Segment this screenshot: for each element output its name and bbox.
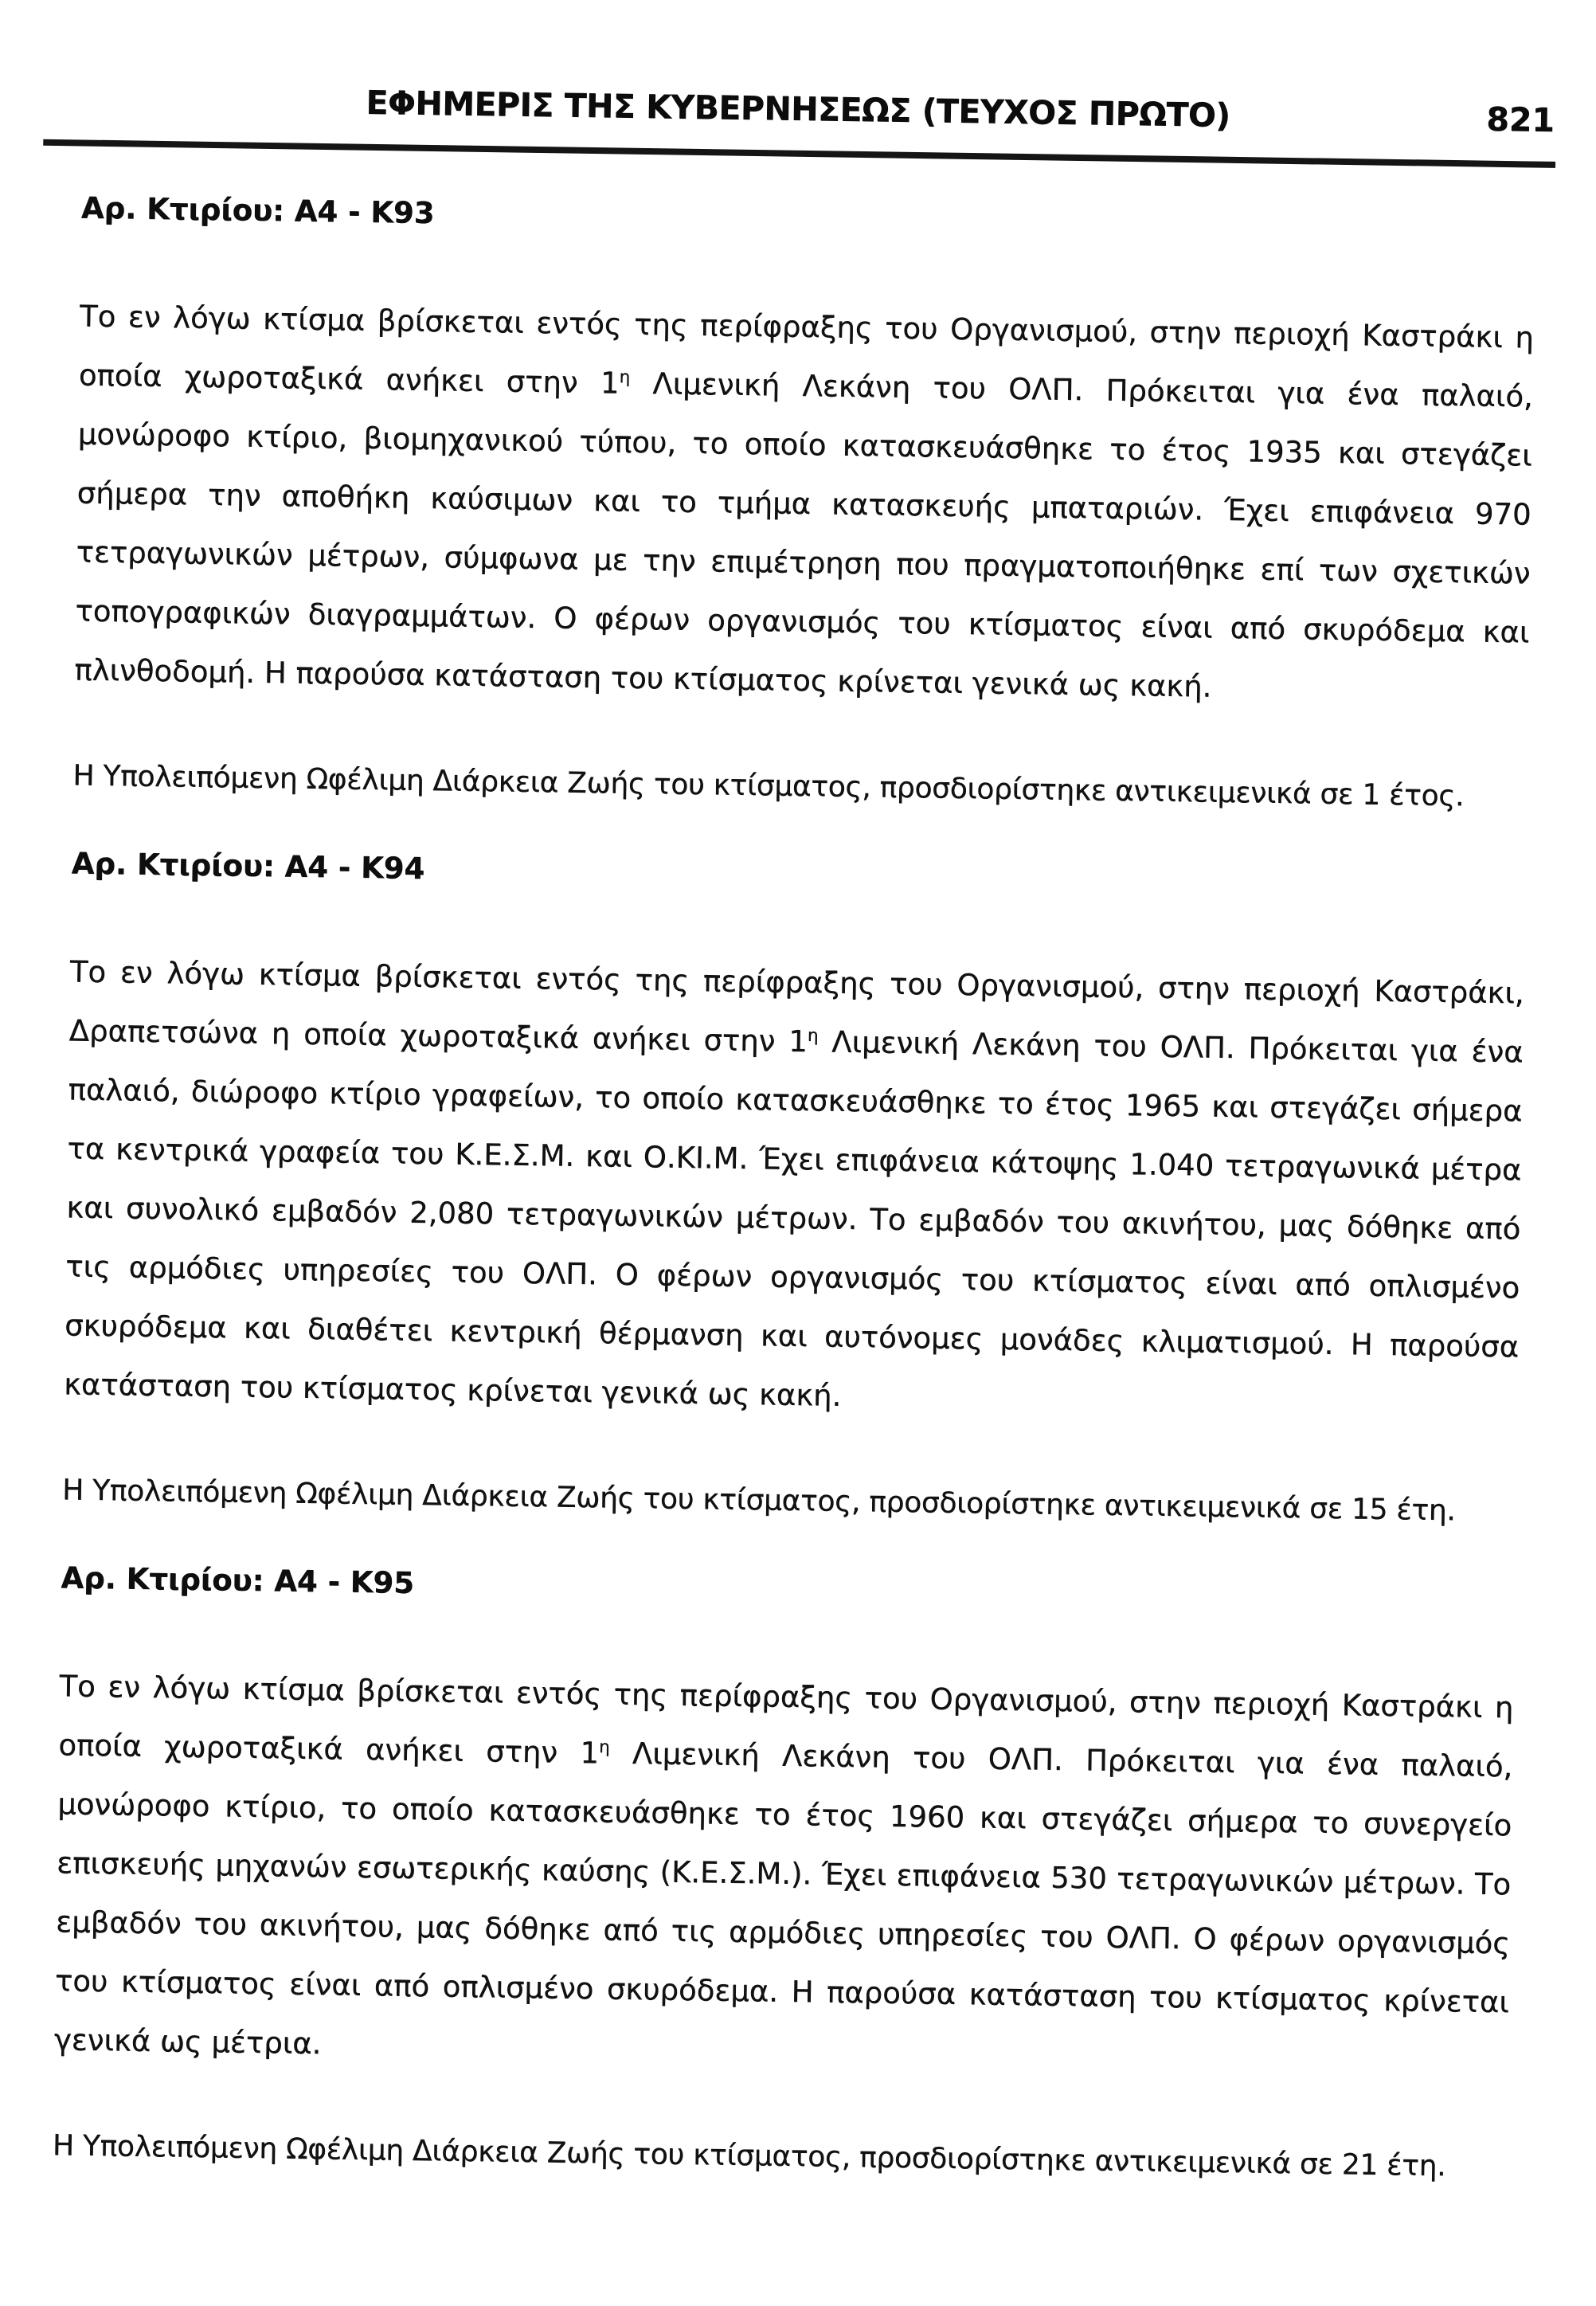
page-header <box>0 0 1596 148</box>
useful-life-note: Η Υπολειπόμενη Ωφέλιμη Διάρκεια Ζωής του κτίσματος, προσδιορίστηκε αντικειμενικά σε 21 έτη. <box>52 2129 1446 2183</box>
building-section-k95 <box>53 1560 1516 2187</box>
building-section-k93 <box>72 190 1535 816</box>
useful-life-note: Η Υπολειπόμενη Ωφέλιμη Διάρκεια Ζωής του κτίσματος, προσδιορίστηκε αντικειμενικά σε 15 έτη. <box>61 1474 1456 1528</box>
building-description: Το εν λόγω κτίσμα βρίσκεται εντός της περίφραξης του Οργανισμού, στην περιοχή Καστράκι, Δραπετσώνα η οποία χωροταξικά ανήκει στην $1^\eta$ Λιμενική Λεκάνη του ΟΛΠ. Πρόκειται για ένα παλαιό, διώροφο κτίριο γραφείων, το οποίο κατασκευάσθηκε το έτος 1965 και στεγάζει σήμερα τα κεντρικά γραφεία του Κ.Ε.Σ.Μ. και Ο.ΚΙ.Μ. Έχει επιφάνεια κάτοψης 1.040 τετραγωνικά μέτρα και συνολικό εμβαδόν 2,080 τετραγωνικών μέτρων. Το εμβαδόν του ακινήτου, μας δόθηκε από τις αρμόδιες υπηρεσίες του ΟΛΠ. Ο φέρων οργανισμός του κτίσματος είναι από οπλισμένο σκυρόδεμα και διαθέτει κεντρική θέρμανση και αυτόνομες μονάδες κλιματισμού. Η παρούσα κατάσταση του κτίσματος κρίνεται γενικά ως κακή. <box>63 954 1524 1413</box>
useful-life-note: Η Υπολειπόμενη Ωφέλιμη Διάρκεια Ζωής του κτίσματος, προσδιορίστηκε αντικειμενικά σε 1 έτος. <box>72 759 1465 813</box>
building-id-heading: Αρ. Κτιρίου: Α4 - Κ93 <box>80 190 435 231</box>
page-title: ΕΦΗΜΕΡΙΣ ΤΗΣ ΚΥΒΕΡΝΗΣΕΩΣ (ΤΕΥΧΟΣ ΠΡΩΤΟ) <box>366 83 1230 135</box>
building-section-k94 <box>62 846 1526 1531</box>
building-description: Το εν λόγω κτίσμα βρίσκεται εντός της περίφραξης του Οργανισμού, στην περιοχή Καστράκι η οποία χωροταξικά ανήκει στην $1^\eta$ Λιμενική Λεκάνη του ΟΛΠ. Πρόκειται για ένα παλαιό, μονώροφο κτίριο, βιομηχανικού τύπου, το οποίο κατασκευάσθηκε το έτος 1935 και στεγάζει σήμερα την αποθήκη καύσιμων και το τμήμα κατασκευής μπαταριών. Έχει επιφάνεια 970 τετραγωνικών μέτρων, σύμφωνα με την επιμέτρηση που πραγματοποιήθηκε επί των σχετικών τοπογραφικών διαγραμμάτων. Ο φέρων οργανισμός του κτίσματος είναι από σκυρόδεμα και πλινθοδομή. Η παρούσα κατάσταση του κτίσματος κρίνεται γενικά ως κακή. <box>74 299 1535 704</box>
building-id-heading: Αρ. Κτιρίου: Α4 - Κ94 <box>71 846 425 886</box>
building-id-heading: Αρ. Κτιρίου: Α4 - Κ95 <box>61 1560 415 1600</box>
page-content <box>0 145 1595 2187</box>
building-description: Το εν λόγω κτίσμα βρίσκεται εντός της περίφραξης του Οργανισμού, στην περιοχή Καστράκι η οποία χωροταξικά ανήκει στην $1^\eta$ Λιμενική Λεκάνη του ΟΛΠ. Πρόκειται για ένα παλαιό, μονώροφο κτίριο, το οποίο κατασκευάσθηκε το έτος 1960 και στεγάζει σήμερα το συνεργείο επισκευής μηχανών εσωτερικής καύσης (Κ.Ε.Σ.Μ.). Έχει επιφάνεια 530 τετραγωνικών μέτρων. Το εμβαδόν του ακινήτου, μας δόθηκε από τις αρμόδιες υπηρεσίες του ΟΛΠ. Ο φέρων οργανισμός του κτίσματος είναι από οπλισμένο σκυρόδεμα. Η παρούσα κατάσταση του κτίσματος κρίνεται γενικά ως μέτρια. <box>53 1669 1514 2061</box>
page-number: 821 <box>1485 100 1555 139</box>
